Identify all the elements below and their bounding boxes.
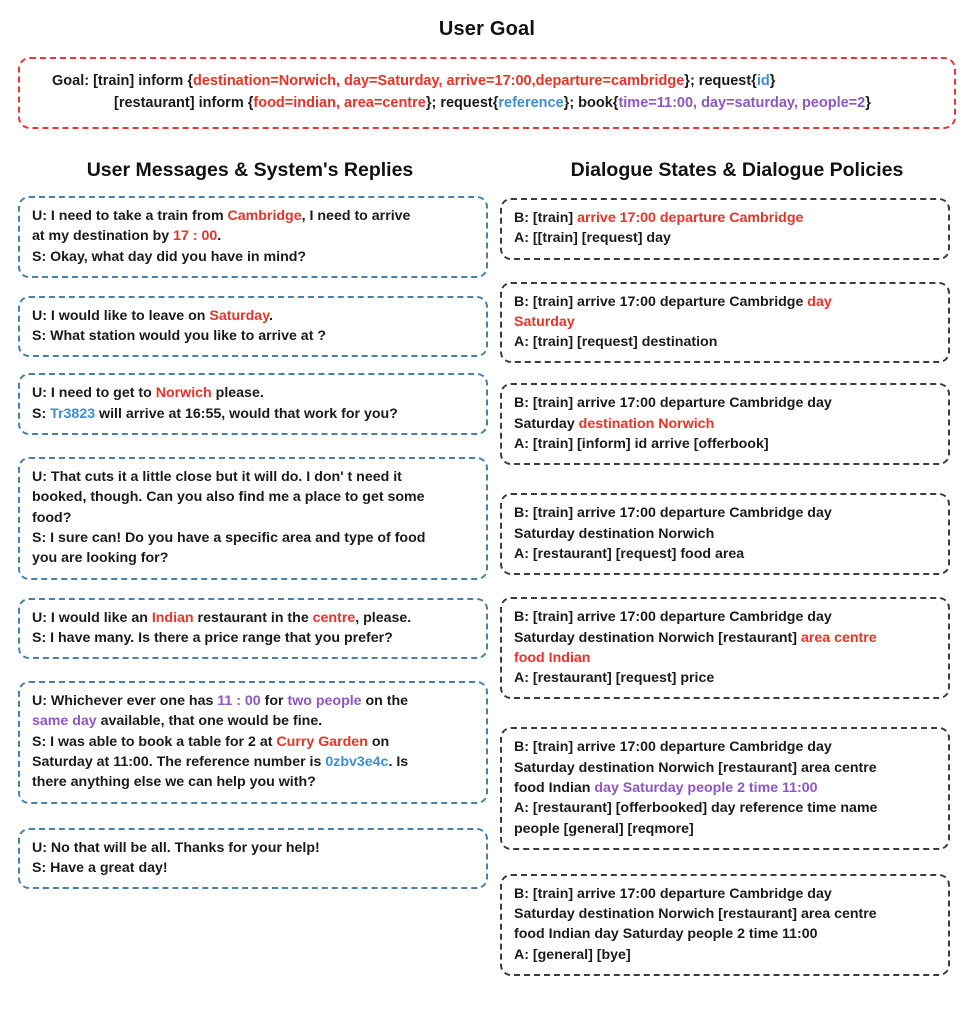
dialogue-state-bubble-2 [500,282,950,364]
u5-l0-run-1: Indian [151,609,194,626]
goal-line-restaurant [34,92,940,114]
user-message-line [32,838,474,858]
dialogue-state-line [514,228,936,248]
goal-restaurant-run-0: [restaurant] inform { [114,95,254,112]
user-message-line [32,487,474,507]
dialogue-state-bubble-7 [500,874,950,976]
goal-restaurant-run-4: }; book{ [563,95,619,112]
u6-l0-run-2: for [260,693,288,710]
dialogue-state-line [514,628,936,648]
u6-l0-run-0: U: Whichever ever one has [32,693,218,710]
u6-l2-run-0: S: I was able to book a table for 2 at [32,733,277,750]
s1-l1-run-0: A: [[train] [request] day [514,230,671,247]
dialogue-state-line [514,904,936,924]
s1-l0-run-1: arrive 17:00 departure Cambridge [577,209,804,226]
dialogue-state-line [514,414,936,434]
user-message-bubble-2 [18,296,488,358]
u1-l0-run-2: , I need to arrive [301,207,411,224]
dialogue-state-column [500,196,974,976]
dialogue-state-line [514,312,936,332]
goal-train-run-4: } [769,73,776,89]
s7-l3-run-0: A: [general] [bye] [514,946,631,963]
user-message-bubble-3 [18,373,488,435]
u1-l2-run-0: S: Okay, what day did you have in mind? [32,248,307,265]
s3-l0-run-0: B: [train] arrive 17:00 departure Cambridge day [514,395,832,412]
dialogue-state-line [514,208,936,228]
s2-l0-run-0: B: [train] arrive 17:00 departure Cambridge [514,293,808,310]
dialogue-state-line [514,524,936,544]
user-goal-title: User Goal [438,18,536,40]
user-message-bubble-7 [18,828,488,890]
dialogue-state-bubble-6 [500,727,950,849]
dialogue-state-line [514,544,936,564]
u2-l0-run-2: . [269,307,273,324]
dialogue-state-line [514,393,936,413]
u5-l0-run-4: , please. [355,609,412,626]
user-message-line [32,691,474,711]
s6-l0-run-0: B: [train] arrive 17:00 departure Cambridge day [514,739,832,756]
goal-restaurant-run-1: food=indian, area=centre [253,95,426,112]
u6-l0-run-4: on the [361,693,409,710]
user-message-line [32,732,474,752]
column-header-dialogue-states: Dialogue States & Dialogue Policies [570,158,904,181]
dialogue-state-line [514,737,936,757]
user-message-line [32,508,474,528]
s7-l2-run-0: food Indian day Saturday people 2 time 11:00 [514,926,818,943]
dialogue-state-line [514,758,936,778]
u1-l1-run-1: 17 : 00 [173,228,218,245]
dialogue-state-line [514,434,936,454]
user-message-line [32,206,474,226]
dialogue-columns [0,196,974,976]
u6-l3-run-2: . Is [388,753,409,770]
goal-train-run-1: destination=Norwich, day=Saturday, arrive=17:00,departure=cambridge [192,73,685,89]
s4-l1-run-0: Saturday destination Norwich [514,525,715,542]
s4-l2-run-0: A: [restaurant] [request] food area [514,545,745,562]
u3-l1-run-0: S: [32,405,51,422]
s5-l1-run-1: area centre [800,629,877,646]
u6-l3-run-0: Saturday at 11:00. The reference number is [32,753,326,770]
user-message-line [32,711,474,731]
u5-l0-run-2: restaurant in the [193,609,313,626]
user-message-line [32,858,474,878]
dialogue-state-line [514,884,936,904]
goal-restaurant-run-3: reference [498,95,564,112]
dialogue-state-line [514,503,936,523]
u2-l1-run-0: S: What station would you like to arrive at ? [32,328,327,345]
s6-l2-run-1: day Saturday people 2 time 11:00 [594,779,818,796]
s3-l2-run-0: A: [train] [inform] id arrive [offerbook] [514,436,769,453]
u5-l0-run-3: centre [312,609,356,626]
s6-l4-run-0: people [general] [reqmore] [514,820,694,837]
u6-l0-run-3: two people [287,693,362,710]
s2-l2-run-0: A: [train] [request] destination [514,334,718,351]
s5-l3-run-0: A: [restaurant] [request] price [514,670,715,687]
dialogue-state-line [514,778,936,798]
u3-l1-run-2: will arrive at 16:55, would that work for you? [95,405,398,422]
u7-l1-run-0: S: Have a great day! [32,859,168,876]
s4-l0-run-0: B: [train] arrive 17:00 departure Cambridge day [514,505,832,522]
goal-restaurant-run-6: } [865,95,871,112]
goal-train-run-2: }; request{ [684,73,757,89]
goal-line-train [34,70,940,92]
s1-l0-run-0: B: [train] [514,209,578,226]
u3-l0-run-1: Norwich [155,385,212,402]
u1-l0-run-0: U: I need to take a train from [32,207,228,224]
u3-l0-run-2: please. [211,385,264,402]
u4-l2-run-0: food? [32,509,72,526]
s6-l2-run-0: food Indian [514,779,595,796]
user-message-bubble-4 [18,457,488,579]
dialogue-state-line [514,292,936,312]
dialogue-state-line [514,945,936,965]
u4-l0-run-0: U: That cuts it a little close but it will do. I don' t need it [32,469,402,486]
goal-restaurant-run-5: time=11:00, day=saturday, people=2 [618,95,866,112]
u4-l1-run-0: booked, though. Can you also find me a place to get some [32,489,425,506]
dialogue-state-bubble-5 [500,597,950,699]
dialogue-state-line [514,607,936,627]
u1-l0-run-1: Cambridge [227,207,302,224]
user-message-line [32,628,474,648]
dialogue-state-line [514,332,936,352]
s7-l0-run-0: B: [train] arrive 17:00 departure Cambridge day [514,885,832,902]
u5-l0-run-0: U: I would like an [32,609,152,626]
dialogue-state-bubble-1 [500,198,950,260]
u1-l1-run-0: at my destination by [32,228,174,245]
user-message-line [32,306,474,326]
u6-l1-run-0: same day [32,713,97,730]
u2-l0-run-1: Saturday [209,307,270,324]
user-message-line [32,608,474,628]
s6-l3-run-0: A: [restaurant] [offerbooked] day reference time name [514,800,878,817]
s3-l1-run-1: destination Norwich [578,415,715,432]
user-message-bubble-6 [18,681,488,803]
user-message-bubble-1 [18,196,488,278]
dialogue-state-line [514,798,936,818]
dialogue-state-bubble-3 [500,383,950,465]
user-message-line [32,548,474,568]
column-headers [0,159,974,182]
u6-l2-run-1: Curry Garden [276,733,368,750]
u5-l1-run-0: S: I have many. Is there a price range that you prefer? [32,629,393,646]
u6-l3-run-1: 0zbv3e4c [325,753,389,770]
u3-l1-run-1: Tr3823 [50,405,96,422]
user-message-line [32,467,474,487]
dialogue-state-line [514,819,936,839]
user-message-line [32,528,474,548]
user-message-column [0,196,500,889]
column-header-user-messages: User Messages & System's Replies [86,158,414,181]
user-message-line [32,772,474,792]
user-message-line [32,383,474,403]
s5-l1-run-0: Saturday destination Norwich [restaurant] [514,629,801,646]
user-message-line [32,404,474,424]
u1-l1-run-2: . [217,228,222,245]
u6-l2-run-2: on [367,733,390,750]
user-message-line [32,247,474,267]
s5-l0-run-0: B: [train] arrive 17:00 departure Cambridge day [514,609,832,626]
dialogue-state-line [514,924,936,944]
u4-l4-run-0: you are looking for? [32,550,169,567]
u4-l3-run-0: S: I sure can! Do you have a specific area and type of food [32,529,426,546]
user-message-bubble-5 [18,598,488,660]
user-message-line [32,752,474,772]
s7-l1-run-0: Saturday destination Norwich [restaurant] area centre [514,906,877,923]
u3-l0-run-0: U: I need to get to [32,385,156,402]
u2-l0-run-0: U: I would like to leave on [32,307,210,324]
u6-l0-run-1: 11 : 00 [217,693,261,710]
u6-l1-run-1: available, that one would be fine. [96,713,323,730]
goal-train-run-3: id [756,73,770,89]
s2-l0-run-1: day [807,293,832,310]
dialogue-state-line [514,648,936,668]
user-message-line [32,326,474,346]
dialogue-state-line [514,668,936,688]
goal-train-run-0: Goal: [train] inform { [52,73,193,89]
goal-restaurant-run-2: }; request{ [425,95,499,112]
user-message-line [32,226,474,246]
s2-l1-run-0: Saturday [514,313,575,330]
u7-l0-run-0: U: No that will be all. Thanks for your help! [32,839,320,856]
u6-l4-run-0: there anything else we can help you with? [32,774,316,791]
s3-l1-run-0: Saturday [514,415,579,432]
user-goal-box [18,57,956,129]
s6-l1-run-0: Saturday destination Norwich [restaurant] area centre [514,759,877,776]
dialogue-state-bubble-4 [500,493,950,575]
s5-l2-run-0: food Indian [514,649,591,666]
